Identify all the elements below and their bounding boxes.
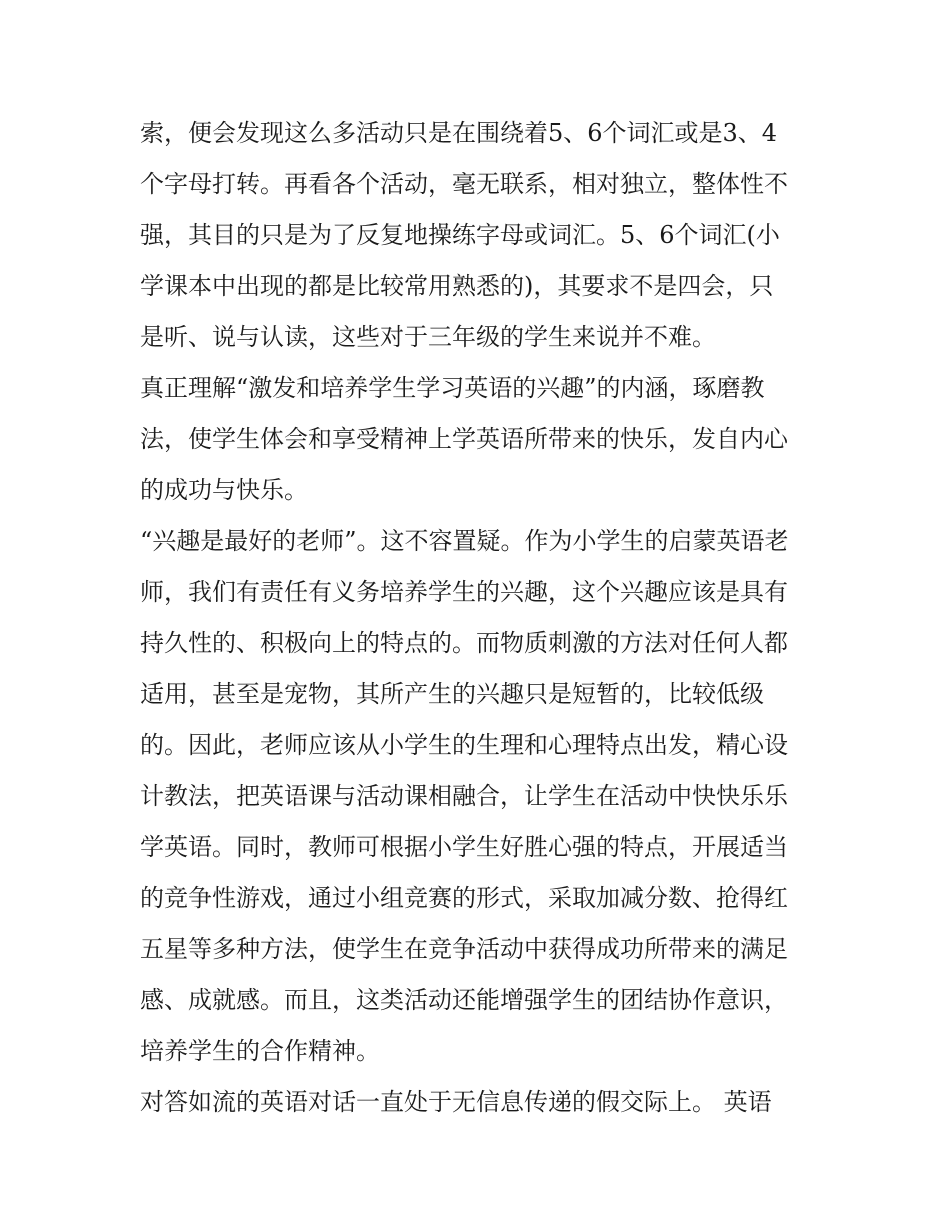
text-line: 的成功与快乐。 [140, 476, 308, 504]
paragraph-1 [140, 108, 812, 363]
text-line: 适用，甚至是宠物，其所产生的兴趣只是短暂的，比较低级 [140, 680, 764, 708]
paragraph-3 [140, 516, 812, 1077]
paragraph-2 [140, 363, 812, 516]
text-line: 师，我们有责任有义务培养学生的兴趣，这个兴趣应该是具有 [140, 578, 788, 606]
text-line: “兴趣是最好的老师”。这不容置疑。作为小学生的启蒙英语老 [140, 527, 789, 555]
text-line: 感、成就感。而且，这类活动还能增强学生的团结协作意识， [140, 986, 788, 1014]
text-line: 是听、说与认读，这些对于三年级的学生来说并不难。 [140, 323, 716, 351]
text-line: 五星等多种方法，使学生在竞争活动中获得成功所带来的满足 [140, 935, 788, 963]
text-line: 培养学生的合作精神。 [140, 1037, 380, 1065]
text-line: 的。因此，老师应该从小学生的生理和心理特点出发，精心设 [140, 731, 788, 759]
text-line: 持久性的、积极向上的特点的。而物质刺激的方法对任何人都 [140, 629, 788, 657]
text-line: 强，其目的只是为了反复地操练字母或词汇。5、6个词汇(小 [140, 221, 780, 249]
text-line: 学课本中出现的都是比较常用熟悉的)，其要求不是四会，只 [140, 272, 774, 300]
text-line: 法，使学生体会和享受精神上学英语所带来的快乐，发自内心 [140, 425, 788, 453]
text-line: 真正理解“激发和培养学生学习英语的兴趣”的内涵，琢磨教 [140, 374, 765, 402]
document-body [140, 108, 812, 1128]
text-line: 学英语。同时，教师可根据小学生好胜心强的特点，开展适当 [140, 833, 788, 861]
text-line: 计教法，把英语课与活动课相融合，让学生在活动中快快乐乐 [140, 782, 788, 810]
paragraph-4 [140, 1077, 812, 1128]
text-line: 索，便会发现这么多活动只是在围绕着5、6个词汇或是3、4 [140, 119, 778, 147]
text-line: 个字母打转。再看各个活动，毫无联系，相对独立，整体性不 [140, 170, 788, 198]
text-line: 的竞争性游戏，通过小组竞赛的形式，采取加减分数、抢得红 [140, 884, 788, 912]
text-line: 对答如流的英语对话一直处于无信息传递的假交际上。 英语 [140, 1088, 772, 1116]
